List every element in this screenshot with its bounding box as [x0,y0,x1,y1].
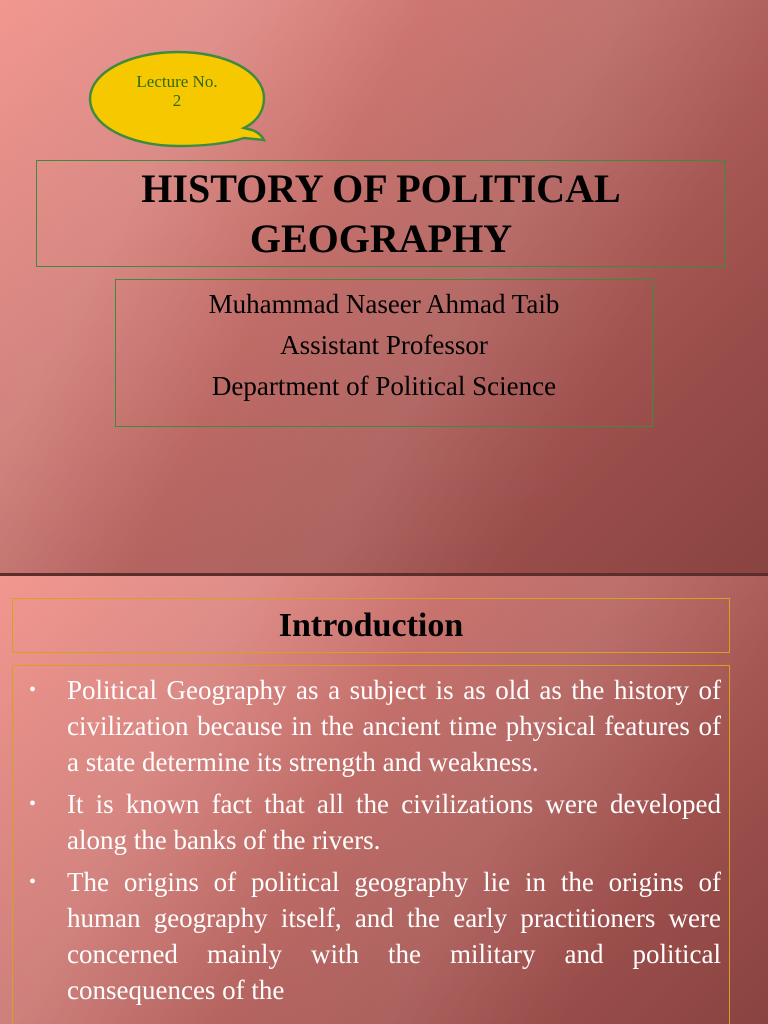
slide-title: HISTORY OF POLITICAL GEOGRAPHY [141,165,621,261]
lecture-number: 2 [172,91,182,110]
bullet-icon: • [29,679,37,701]
author-department: Department of Political Science [211,371,557,401]
bullet-text: The origins of political geography lie in the origins of human geography itself, and the early practitioners were concerned mainly with the military and political consequences of the [67,867,721,1005]
content-frame [12,665,730,1024]
lecture-label: Lecture No. [136,72,218,91]
bullet-item [29,864,721,1008]
bullet-text: Political Geography as a subject is as old as the history of civilization because in the ancient time physical features of a state determine its strength and weakness. [67,675,721,777]
bullet-icon: • [29,793,37,815]
title-frame [36,160,726,267]
introduction-slide [0,576,768,1024]
heading-frame [12,598,730,653]
bullet-item [29,786,721,858]
author-name: Muhammad Naseer Ahmad Taib [208,289,560,319]
bullet-text: It is known fact that all the civilizations were developed along the banks of the rivers. [67,789,721,855]
author-frame [115,279,653,427]
slide-heading: Introduction [278,606,464,644]
lecture-number-callout [86,48,272,148]
lecture-number-text [102,72,252,110]
bullet-icon: • [29,871,37,893]
bullet-item [29,672,721,780]
author-position: Assistant Professor [280,330,488,360]
